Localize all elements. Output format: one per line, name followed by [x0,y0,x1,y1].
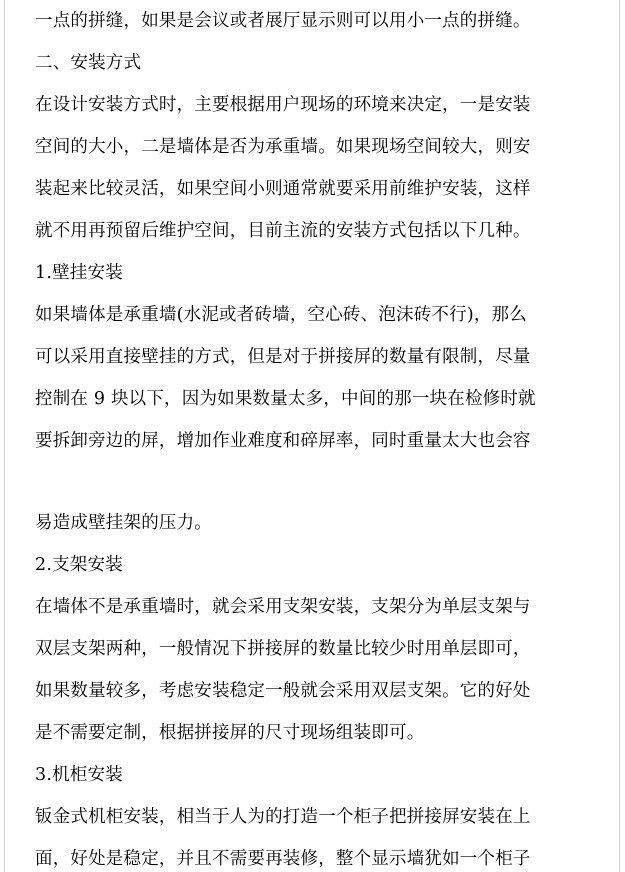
text-line-4: 空间的大小，二是墙体是否为承重墙。如果现场空间较大，则安 [35,137,531,157]
text-line-10: 控制在 9 块以下，因为如果数量太多，中间的那一块在检修时就 [35,389,536,409]
text-line-14: 在墙体不是承重墙时，就会采用支架安装，支架分为单层支架与 [35,597,531,617]
text-line-19: 钣金式机柜安装，相当于人为的打造一个柜子把拼接屏安装在上 [35,807,531,827]
text-line-12: 易造成壁挂架的压力。 [35,513,212,533]
text-line-17: 是不需要定制，根据拼接屏的尺寸现场组装即可。 [35,723,425,743]
text-line-15: 双层支架两种，一般情况下拼接屏的数量比较少时用单层即可， [35,639,531,659]
text-line-5: 装起来比较灵活，如果空间小则通常就要采用前维护安装，这样 [35,179,531,199]
page-border-left [4,0,5,872]
text-line-8: 如果墙体是承重墙(水泥或者砖墙，空心砖、泡沫砖不行)，那么 [35,305,527,325]
text-line-6: 就不用再预留后维护空间，目前主流的安装方式包括以下几种。 [35,221,531,241]
text-line-3: 在设计安装方式时，主要根据用户现场的环境来决定，一是安装 [35,95,531,115]
text-line-20: 面，好处是稳定，并且不需要再装修，整个显示墙犹如一个柜子 [35,849,531,869]
text-line-9: 可以采用直接壁挂的方式，但是对于拼接屏的数量有限制，尽量 [35,347,531,367]
text-line-16: 如果数量较多，考虑安装稳定一般就会采用双层支架。它的好处 [35,681,531,701]
page-border-right [619,0,620,872]
text-line-1: 一点的拼缝，如果是会议或者展厅显示则可以用小一点的拼缝。 [35,11,531,31]
subheading-wall-mount: 1.壁挂安装 [35,263,123,283]
subheading-bracket-mount: 2.支架安装 [35,555,123,575]
text-line-11: 要拆卸旁边的屏，增加作业难度和碎屏率，同时重量太大也会容 [35,431,531,451]
subheading-cabinet-mount: 3.机柜安装 [35,765,123,785]
section-heading-installation: 二、安装方式 [35,53,142,73]
